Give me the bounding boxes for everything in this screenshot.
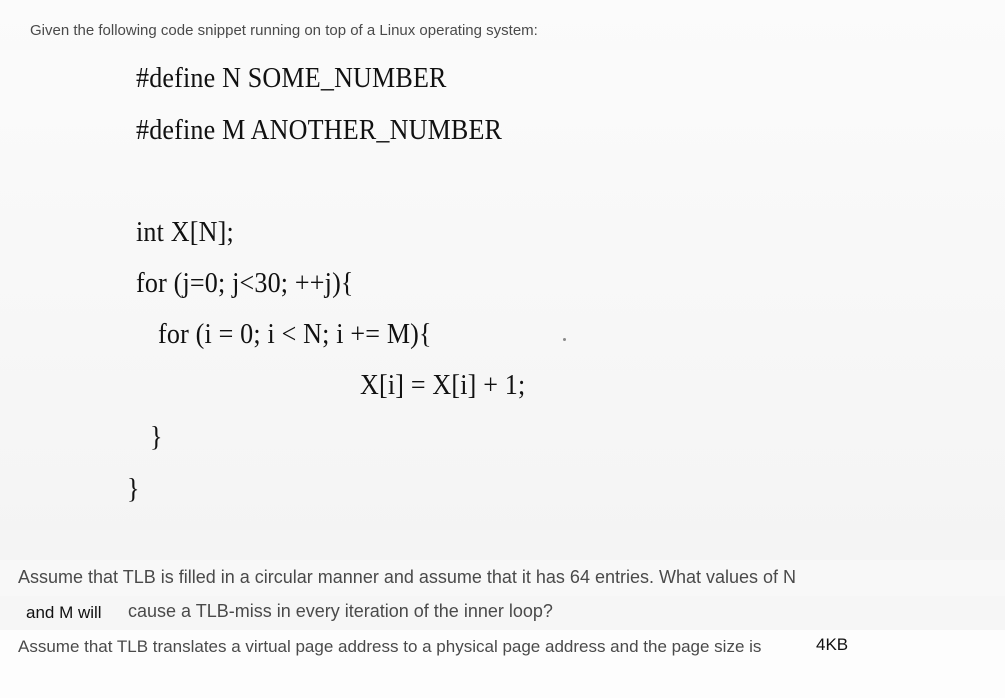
question-line-1: Assume that TLB is filled in a circular manner and assume that it has 64 entries. What values of N	[18, 567, 797, 587]
question-line-3: Assume that TLB translates a virtual page address to a physical page address and the page size is	[18, 637, 762, 656]
code-outer-close-brace: }	[127, 474, 140, 505]
page-size-value: 4KB	[816, 635, 849, 654]
code-array-declaration: int X[N];	[136, 217, 234, 248]
question-line-2-prefix: and M will	[26, 603, 102, 622]
speck-mark	[563, 338, 566, 341]
code-inner-for: for (i = 0; i < N; i += M){	[158, 319, 432, 350]
code-define-n: #define N SOME_NUMBER	[136, 63, 447, 94]
code-inner-close-brace: }	[150, 422, 163, 453]
question-line-2-rest: cause a TLB-miss in every iteration of the inner loop?	[128, 601, 553, 621]
code-loop-body: X[i] = X[i] + 1;	[360, 370, 526, 401]
code-define-m: #define M ANOTHER_NUMBER	[136, 115, 503, 146]
code-outer-for: for (j=0; j<30; ++j){	[136, 268, 354, 299]
intro-text: Given the following code snippet running on top of a Linux operating system:	[30, 22, 538, 39]
